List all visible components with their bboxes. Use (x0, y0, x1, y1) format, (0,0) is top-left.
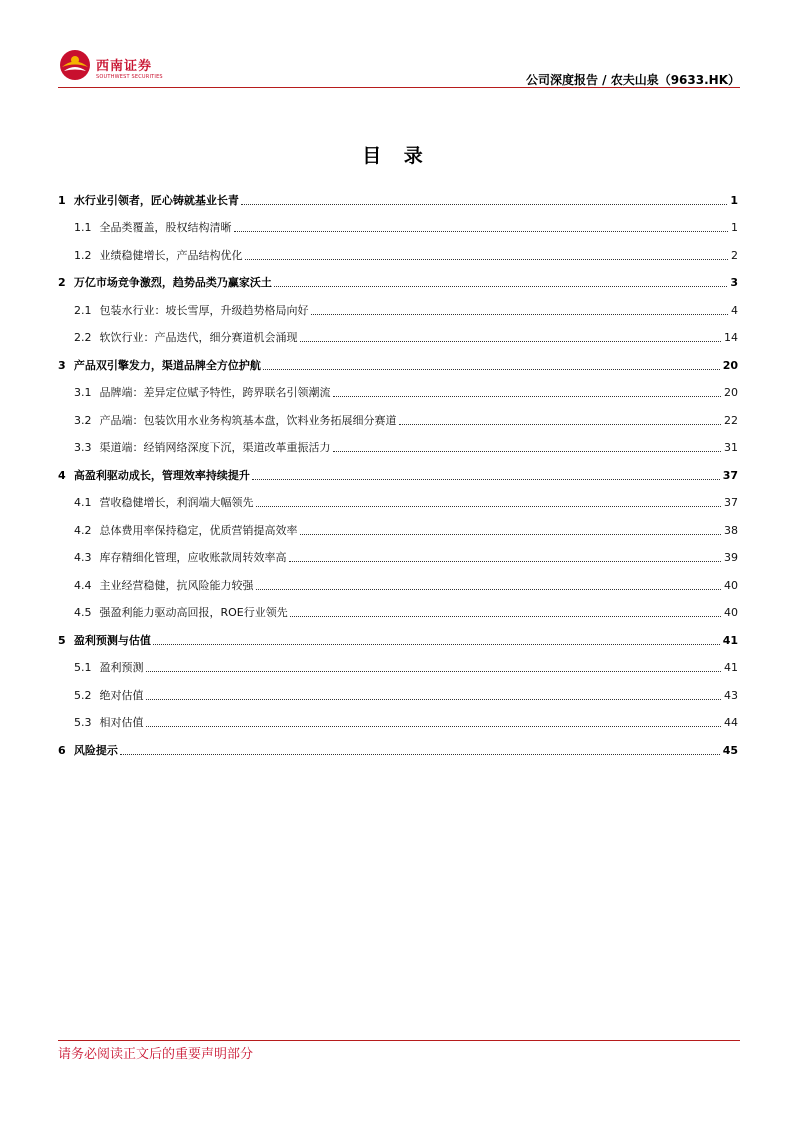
toc-entry-number: 5.3 (74, 716, 92, 729)
toc-entry-page: 20 (724, 386, 738, 399)
toc-entry-section[interactable] (58, 485, 738, 513)
toc-entry-text: 营收稳健增长，利润端大幅领先 (99, 496, 254, 509)
page-header (58, 44, 740, 90)
toc-entry-number: 2.1 (74, 303, 92, 317)
toc-entry-page: 39 (724, 551, 738, 564)
toc-dot-leader (120, 754, 720, 755)
toc-entry-text: 业绩稳健增长，产品结构优化 (99, 248, 243, 262)
toc-entry-page: 45 (722, 743, 738, 757)
toc-title: 目 录 (362, 145, 431, 167)
toc-dot-leader (146, 671, 722, 672)
toc-dot-leader (290, 616, 721, 617)
toc-entry-text: 水行业引领者，匠心铸就基业长青 (73, 193, 239, 207)
toc-entry-section[interactable] (58, 705, 738, 733)
toc-dot-leader (234, 231, 729, 232)
toc-entry-section[interactable] (58, 210, 738, 238)
toc-entry-text: 产品端：包装饮用水业务构筑基本盘，饮料业务拓展细分赛道 (99, 413, 397, 427)
logo-emblem-icon (58, 48, 92, 82)
toc-entry-section[interactable] (58, 237, 738, 265)
toc-entry-number: 4.3 (74, 551, 92, 564)
toc-entry-page: 20 (722, 358, 738, 372)
toc-entry-section[interactable] (58, 320, 738, 348)
toc-entry-page: 38 (724, 523, 738, 537)
toc-dot-leader (399, 424, 722, 425)
toc-dot-leader (333, 451, 722, 452)
toc-entry-section[interactable] (58, 512, 738, 540)
toc-dot-leader (256, 589, 722, 590)
toc-entry-page: 40 (724, 578, 738, 592)
toc-entry-number: 4.4 (74, 578, 92, 592)
toc-dot-leader (289, 561, 722, 562)
toc-entry-section[interactable] (58, 540, 738, 568)
toc-entry-number: 5.1 (74, 661, 92, 674)
toc-entry-page: 1 (731, 221, 738, 234)
toc-entry-label (74, 221, 232, 237)
toc-entry-label (74, 606, 288, 622)
toc-entry-page: 1 (730, 193, 738, 207)
toc-entry-section[interactable] (58, 292, 738, 320)
toc-entry-page: 41 (724, 661, 738, 674)
toc-entry-number: 2 (58, 276, 66, 289)
toc-entry-page: 14 (724, 331, 738, 344)
table-of-contents (58, 182, 738, 760)
toc-entry-text: 品牌端：差异定位赋予特性，跨界联名引领潮流 (99, 386, 331, 399)
toc-entry-text: 盈利预测与估值 (73, 633, 151, 647)
toc-entry-chapter[interactable] (58, 182, 738, 210)
toc-entry-label (74, 689, 144, 705)
toc-entry-number: 1.2 (74, 248, 92, 262)
toc-entry-number: 4.5 (74, 606, 92, 619)
toc-entry-page: 3 (730, 276, 738, 289)
toc-entry-text: 软饮行业：产品迭代，细分赛道机会涌现 (99, 331, 298, 344)
toc-entry-label (74, 579, 254, 595)
toc-entry-section[interactable] (58, 595, 738, 623)
toc-entry-label (74, 331, 298, 347)
toc-entry-text: 总体费用率保持稳定，优质营销提高效率 (99, 523, 298, 537)
toc-entry-text: 包装水行业：坡长雪厚，升级趋势格局向好 (99, 303, 309, 317)
toc-dot-leader (153, 644, 720, 645)
logo-en-text: SOUTHWEST SECURITIES (96, 74, 163, 80)
toc-entry-chapter[interactable] (58, 265, 738, 293)
toc-entry-text: 绝对估值 (99, 688, 144, 702)
toc-dot-leader (274, 286, 728, 287)
toc-entry-label (74, 496, 254, 512)
toc-entry-section[interactable] (58, 650, 738, 678)
toc-entry-number: 3.2 (74, 413, 92, 427)
company-logo (58, 48, 218, 86)
toc-dot-leader (263, 369, 720, 370)
toc-entry-label (74, 414, 397, 430)
toc-entry-page: 4 (731, 303, 738, 317)
toc-entry-text: 万亿市场竞争激烈，趋势品类乃赢家沃土 (73, 276, 272, 289)
toc-entry-chapter[interactable] (58, 732, 738, 760)
toc-entry-label (74, 551, 287, 567)
toc-entry-page: 2 (731, 248, 738, 262)
toc-entry-text: 产品双引擎发力，渠道品牌全方位护航 (73, 358, 261, 372)
toc-entry-number: 3.3 (74, 441, 92, 454)
toc-dot-leader (333, 396, 722, 397)
toc-dot-leader (146, 726, 722, 727)
toc-entry-text: 主业经营稳健，抗风险能力较强 (99, 578, 254, 592)
toc-entry-page: 37 (724, 496, 738, 509)
toc-entry-number: 1 (58, 193, 66, 207)
toc-entry-text: 高盈利驱动成长，管理效率持续提升 (73, 468, 250, 482)
toc-entry-text: 盈利预测 (99, 661, 144, 674)
toc-entry-label (58, 469, 250, 485)
toc-entry-section[interactable] (58, 567, 738, 595)
toc-entry-label (58, 359, 261, 375)
toc-entry-page: 40 (724, 606, 738, 619)
toc-entry-section[interactable] (58, 402, 738, 430)
toc-entry-label (58, 634, 151, 650)
toc-dot-leader (241, 204, 728, 205)
toc-entry-page: 43 (724, 688, 738, 702)
toc-entry-number: 3.1 (74, 386, 92, 399)
toc-entry-number: 5 (58, 633, 66, 647)
toc-entry-text: 风险提示 (73, 743, 118, 757)
toc-entry-number: 5.2 (74, 688, 92, 702)
toc-entry-section[interactable] (58, 375, 738, 403)
toc-entry-label (74, 304, 309, 320)
toc-entry-text: 库存精细化管理，应收账款周转效率高 (99, 551, 287, 564)
report-label: 公司深度报告 / 农夫山泉（9633.HK） (525, 73, 740, 87)
toc-entry-number: 2.2 (74, 331, 92, 344)
toc-dot-leader (146, 699, 722, 700)
footer-disclaimer: 请务必阅读正文后的重要声明部分 (58, 1047, 254, 1062)
toc-dot-leader (300, 341, 722, 342)
toc-entry-label (58, 744, 118, 760)
toc-dot-leader (252, 479, 720, 480)
toc-entry-section[interactable] (58, 677, 738, 705)
toc-entry-label (74, 249, 243, 265)
toc-entry-chapter[interactable] (58, 622, 738, 650)
toc-entry-label (74, 661, 144, 677)
toc-entry-label (58, 194, 239, 210)
toc-dot-leader (311, 314, 729, 315)
toc-entry-text: 渠道端：经销网络深度下沉，渠道改革重振活力 (99, 441, 331, 454)
toc-entry-label (74, 524, 298, 540)
toc-dot-leader (245, 259, 729, 260)
toc-entry-page: 44 (724, 716, 738, 729)
toc-entry-page: 31 (724, 441, 738, 454)
toc-entry-label (58, 276, 272, 292)
toc-entry-page: 37 (722, 468, 738, 482)
toc-entry-number: 3 (58, 358, 66, 372)
toc-entry-number: 6 (58, 743, 66, 757)
toc-dot-leader (300, 534, 722, 535)
toc-entry-label (74, 716, 144, 732)
toc-entry-page: 22 (724, 413, 738, 427)
footer-divider (58, 1040, 740, 1041)
toc-entry-page: 41 (722, 633, 738, 647)
toc-entry-number: 1.1 (74, 221, 92, 234)
toc-entry-text: 相对估值 (99, 716, 144, 729)
header-divider (58, 87, 740, 88)
toc-entry-number: 4.2 (74, 523, 92, 537)
toc-entry-number: 4 (58, 468, 66, 482)
toc-entry-label (74, 441, 331, 457)
toc-entry-chapter[interactable] (58, 347, 738, 375)
toc-entry-number: 4.1 (74, 496, 92, 509)
toc-entry-label (74, 386, 331, 402)
logo-cn-text: 西南证券 (96, 59, 153, 74)
toc-entry-text: 强盈利能力驱动高回报，ROE行业领先 (99, 606, 288, 619)
toc-entry-section[interactable] (58, 430, 738, 458)
toc-dot-leader (256, 506, 722, 507)
toc-entry-text: 全品类覆盖，股权结构清晰 (99, 221, 232, 234)
toc-entry-chapter[interactable] (58, 457, 738, 485)
